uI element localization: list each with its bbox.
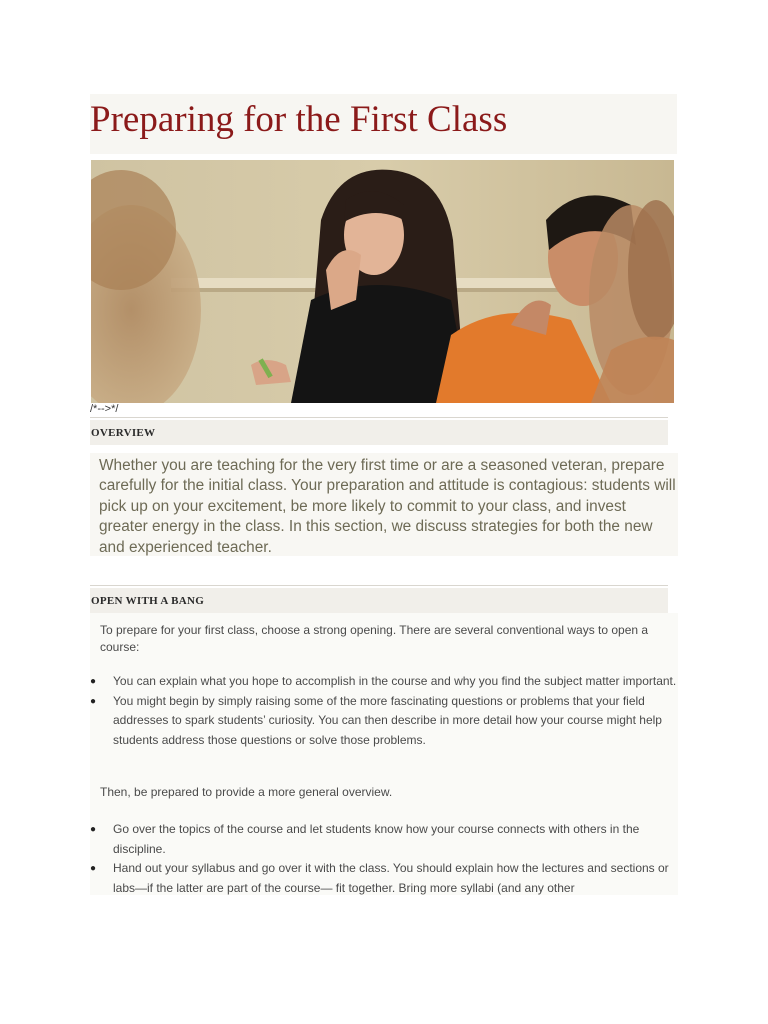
middle-paragraph: Then, be prepared to provide a more general overview.: [100, 785, 393, 799]
list-item: [90, 692, 678, 751]
overview-heading: OVERVIEW: [91, 427, 156, 439]
open-with-bang-section: [90, 613, 678, 895]
divider: [90, 417, 668, 418]
bullet-list-1: [90, 672, 678, 750]
title-band: [90, 94, 677, 154]
classroom-photo: [91, 160, 674, 403]
list-item-text: Hand out your syllabus and go over it with the class. You should explain how the lectures and sections or labs—if the latter are part of the course— fit together. Bring more syllabi (and any other: [113, 861, 669, 895]
bullet-icon: ●: [90, 695, 97, 707]
open-with-bang-heading: OPEN WITH A BANG: [91, 595, 205, 607]
intro-paragraph: To prepare for your first class, choose a strong opening. There are several conventional ways to open a course:: [100, 623, 649, 654]
open-with-bang-heading-band: [90, 588, 668, 613]
overview-text: Whether you are teaching for the very first time or are a seasoned veteran, prepare carefully for the initial class. Your preparation and attitude is contagious: students will pick up on your excitement, be more likely to commit to your class, and invest greater energy in the class. In this section, we discuss strategies for both the new and experienced teacher.: [99, 457, 676, 556]
overview-section: [90, 453, 678, 556]
list-item-text: You can explain what you hope to accomplish in the course and why you find the subject matter important.: [113, 674, 677, 688]
page-title: Preparing for the First Class: [90, 99, 508, 140]
bullet-icon: ●: [90, 676, 97, 687]
list-item: [90, 820, 678, 859]
bullet-list-2: [90, 820, 678, 898]
bullet-icon: ●: [90, 824, 97, 835]
list-item-text: You might begin by simply raising some of the more fascinating questions or problems that your field addresses to spark students’ curiosity. You can then describe in more detail how your course might help students address those questions or solve those problems.: [113, 693, 662, 747]
overview-heading-band: [90, 420, 668, 445]
list-item: [90, 859, 678, 898]
list-item: [90, 672, 678, 692]
list-item-text: Go over the topics of the course and let students know how your course connects with others in the discipline.: [113, 822, 640, 856]
code-artifact: /*-->*/: [90, 403, 119, 415]
divider: [90, 585, 668, 586]
bullet-icon: ●: [90, 863, 97, 874]
